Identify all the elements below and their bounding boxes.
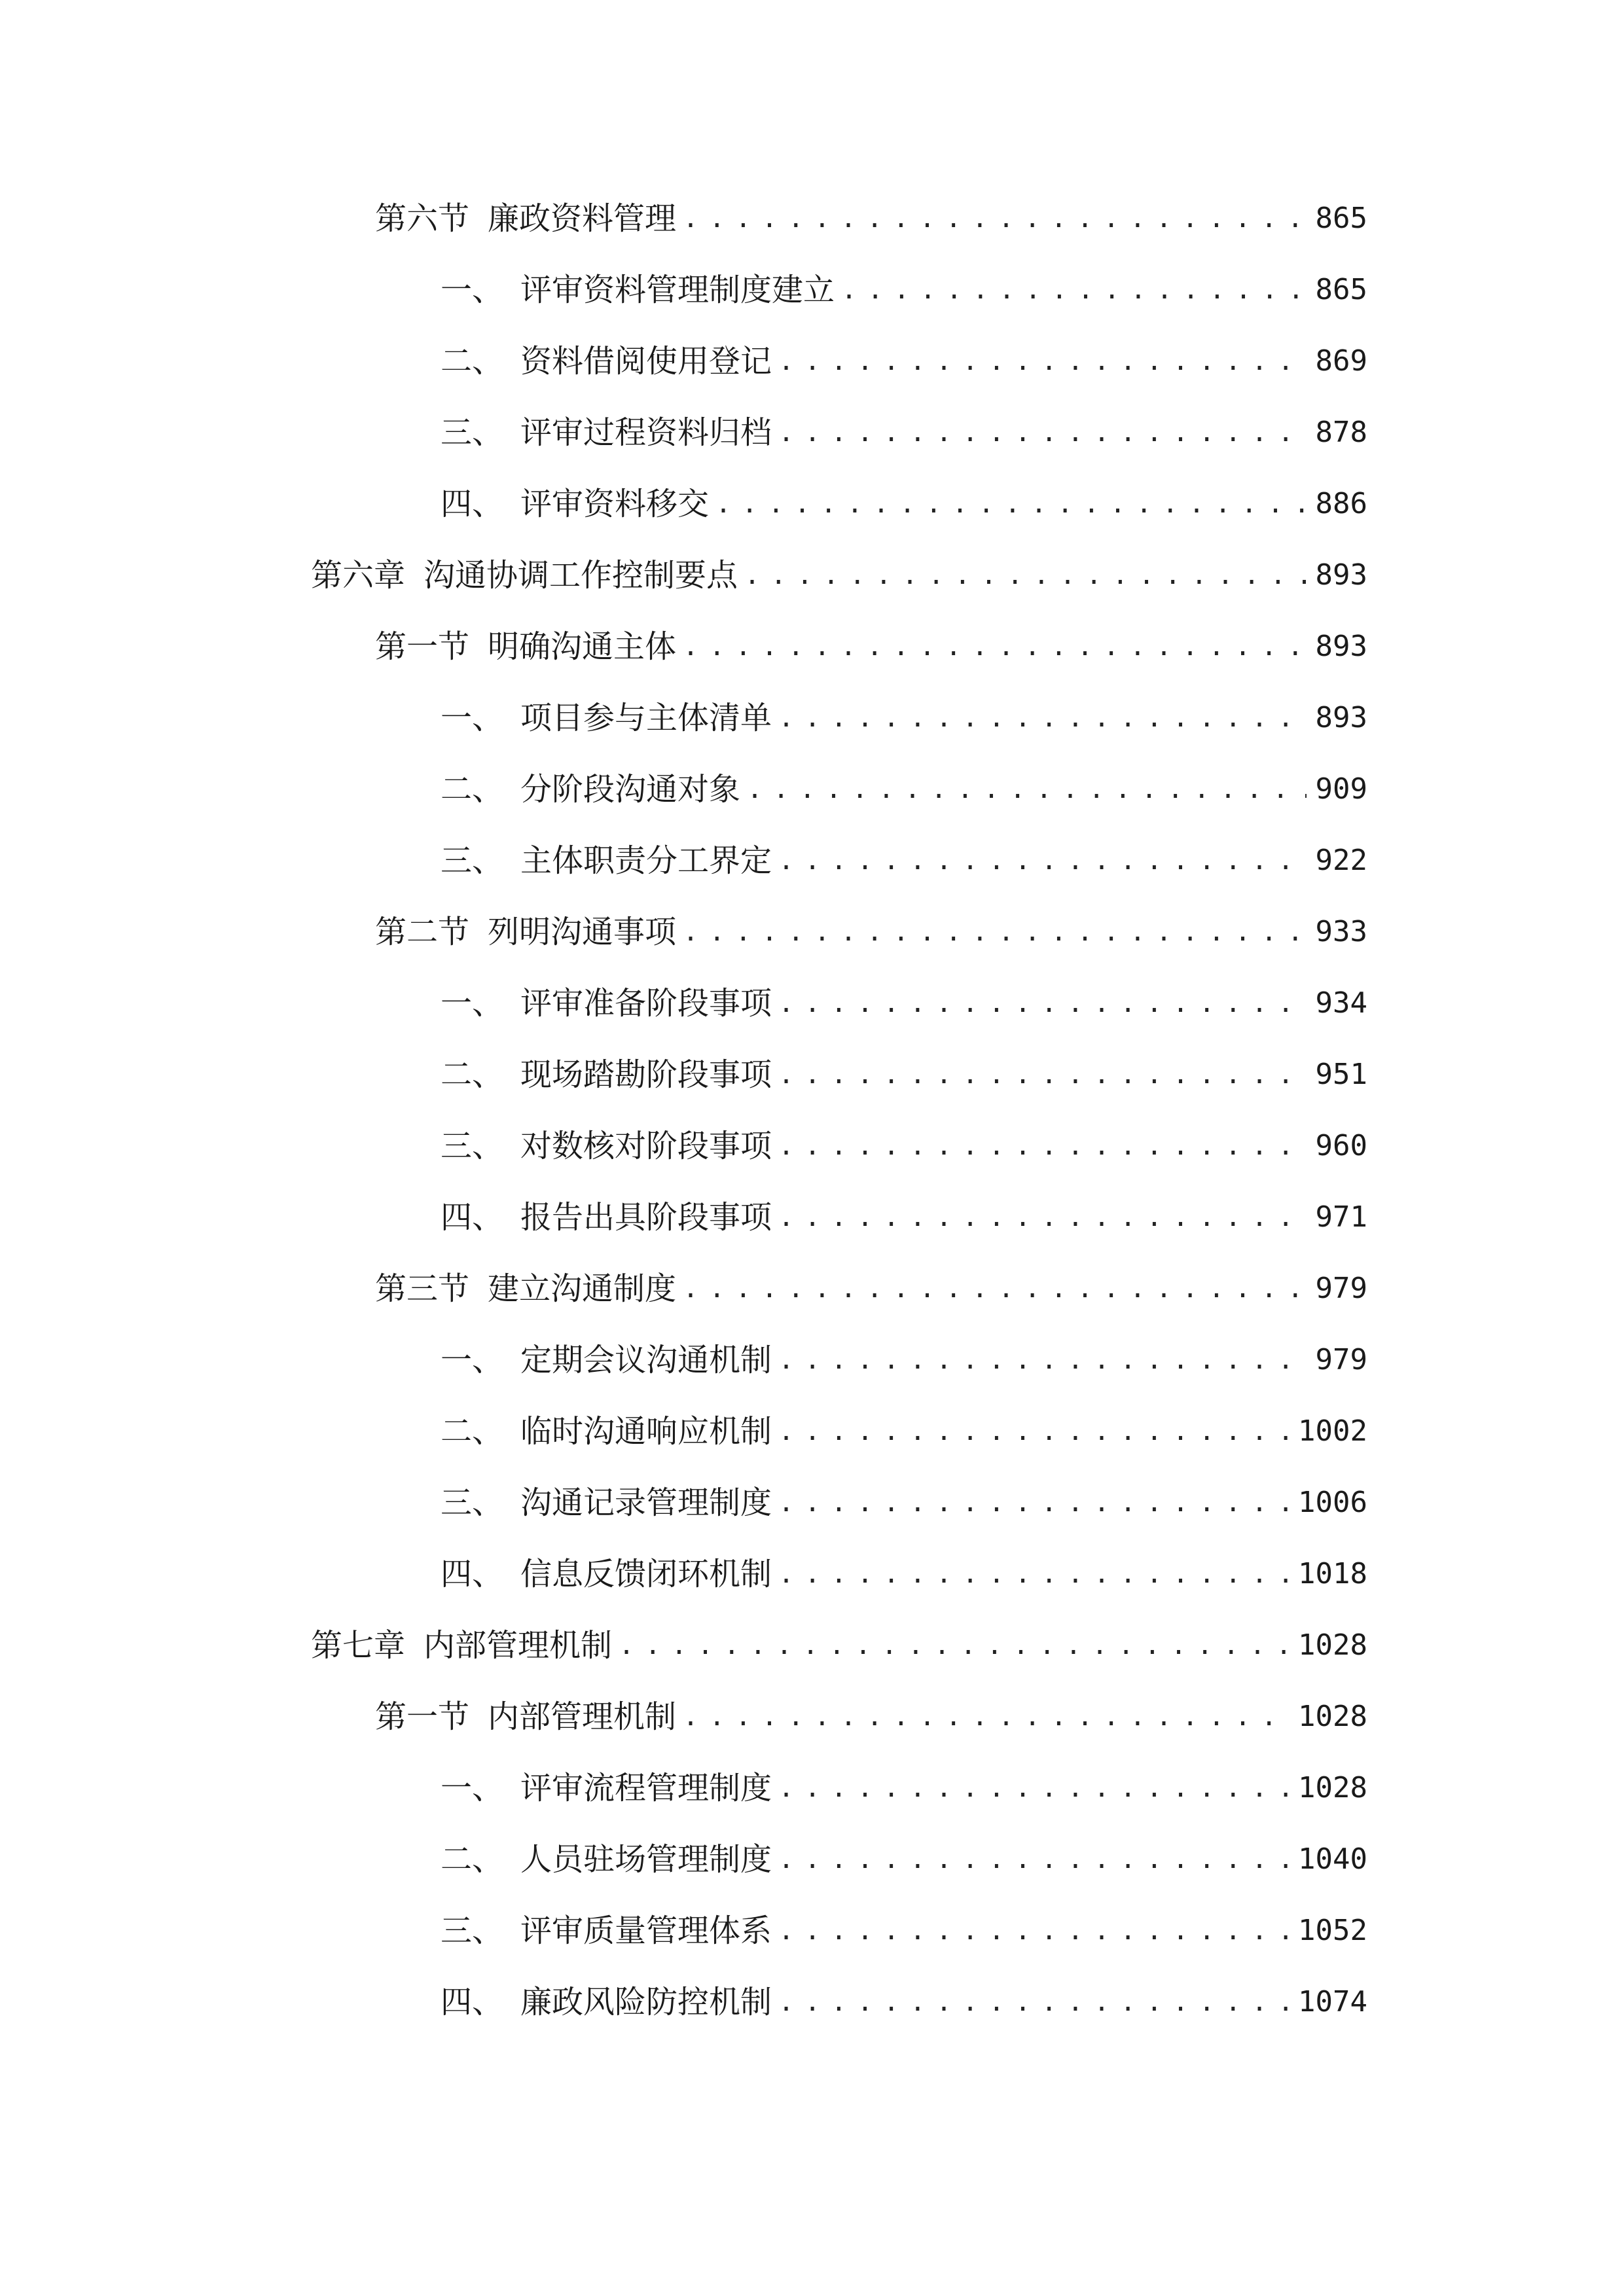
page-number: 1002 [1298,1414,1367,1448]
entry-title: 评审流程管理制度 [520,1770,772,1806]
dot-leader [778,834,1307,887]
entry-title: 内部管理机制 [424,1627,613,1664]
page-number: 951 [1315,1058,1367,1091]
dot-leader [778,406,1307,459]
dot-leader [778,692,1307,744]
entry-title: 现场踏勘阶段事项 [520,1056,772,1093]
dot-leader [778,1905,1289,1957]
toc-entry-item[interactable] [441,1120,1367,1172]
page-number: 886 [1315,487,1367,520]
entry-title: 廉政风险防控机制 [520,1984,772,2020]
dot-leader [683,906,1306,958]
toc-entry-item[interactable] [441,1477,1367,1529]
toc-entry-section[interactable] [375,1263,1367,1315]
entry-number: 二、 [441,771,504,808]
dot-leader [619,1619,1289,1672]
entry-number: 第六章 [311,557,406,594]
entry-title: 内部管理机制 [488,1698,677,1735]
entry-title: 评审资料管理制度建立 [520,272,835,308]
page-number: 865 [1315,273,1367,306]
dot-leader [778,1191,1307,1244]
toc-entry-item[interactable] [441,264,1367,316]
toc-entry-section[interactable] [375,906,1367,958]
entry-title: 主体职责分工界定 [520,842,772,879]
toc-entry-item[interactable] [441,692,1367,744]
page-number: 979 [1315,1343,1367,1376]
dot-leader [683,192,1306,245]
dot-leader [778,1833,1289,1886]
entry-number: 四、 [441,1556,504,1592]
page-number: 1052 [1298,1914,1367,1947]
entry-number: 四、 [441,486,504,522]
toc-entry-item[interactable] [441,834,1367,887]
dot-leader [778,1049,1307,1101]
entry-title: 定期会议沟通机制 [520,1342,772,1378]
dot-leader [778,1762,1289,1814]
entry-title: 沟通记录管理制度 [520,1484,772,1521]
entry-number: 四、 [441,1984,504,2020]
entry-number: 第六节 [375,200,470,237]
dot-leader [778,1334,1307,1386]
page-number: 1028 [1298,1628,1367,1662]
toc-entry-item[interactable] [441,1976,1367,2028]
entry-number: 第二节 [375,914,470,950]
page-number: 933 [1315,915,1367,948]
toc-entry-item[interactable] [441,1762,1367,1814]
toc-entry-item[interactable] [441,1905,1367,1957]
entry-title: 临时沟通响应机制 [520,1413,772,1450]
entry-number: 一、 [441,272,504,308]
dot-leader [841,264,1307,316]
entry-number: 第一节 [375,628,470,665]
page-number: 878 [1315,416,1367,449]
entry-title: 沟通协调工作控制要点 [424,557,738,594]
page-number: 971 [1315,1200,1367,1234]
entry-title: 建立沟通制度 [488,1270,677,1307]
entry-number: 四、 [441,1199,504,1236]
entry-title: 信息反馈闭环机制 [520,1556,772,1592]
page-number: 922 [1315,844,1367,877]
dot-leader [744,549,1306,601]
toc-entry-item[interactable] [441,1049,1367,1101]
entry-title: 评审资料移交 [520,486,710,522]
entry-number: 第一节 [375,1698,470,1735]
toc-entry-item[interactable] [441,1334,1367,1386]
page-number: 909 [1315,772,1367,806]
dot-leader [778,1477,1289,1529]
entry-title: 报告出具阶段事项 [520,1199,772,1236]
page-number: 893 [1315,558,1367,592]
entry-number: 二、 [441,1413,504,1450]
dot-leader [778,1120,1307,1172]
entry-number: 第三节 [375,1270,470,1307]
toc-entry-item[interactable] [441,763,1367,816]
toc-entry-section[interactable] [375,192,1367,245]
page-number: 1028 [1298,1700,1367,1733]
page-number: 893 [1315,630,1367,663]
entry-number: 三、 [441,1128,504,1164]
toc-entry-item[interactable] [441,977,1367,1030]
entry-number: 第七章 [311,1627,406,1664]
toc-entry-item[interactable] [441,1833,1367,1886]
entry-number: 一、 [441,700,504,736]
dot-leader [715,478,1307,530]
entry-number: 一、 [441,985,504,1022]
toc-entry-item[interactable] [441,478,1367,530]
toc-entry-item[interactable] [441,406,1367,459]
page-number: 1018 [1298,1557,1367,1590]
entry-title: 评审过程资料归档 [520,414,772,451]
toc-entry-section[interactable] [375,620,1367,673]
entry-number: 三、 [441,1484,504,1521]
page-number: 1074 [1298,1985,1367,2018]
dot-leader [747,763,1307,816]
entry-title: 分阶段沟通对象 [520,771,741,808]
page-number: 960 [1315,1129,1367,1162]
page-number: 934 [1315,986,1367,1020]
page-number: 1006 [1298,1486,1367,1519]
entry-number: 三、 [441,842,504,879]
entry-number: 三、 [441,414,504,451]
entry-title: 列明沟通事项 [488,914,677,950]
dot-leader [778,977,1307,1030]
dot-leader [778,1976,1289,2028]
toc-entry-chapter[interactable] [311,549,1367,601]
toc-entry-section[interactable] [375,1691,1367,1743]
toc-entry-item[interactable] [441,1191,1367,1244]
toc-entry-chapter[interactable] [311,1619,1367,1672]
dot-leader [778,1405,1289,1458]
entry-title: 资料借阅使用登记 [520,343,772,380]
entry-title: 评审准备阶段事项 [520,985,772,1022]
entry-title: 廉政资料管理 [488,200,677,237]
entry-number: 三、 [441,1912,504,1949]
entry-title: 对数核对阶段事项 [520,1128,772,1164]
page-number: 869 [1315,344,1367,378]
entry-title: 项目参与主体清单 [520,700,772,736]
entry-number: 二、 [441,1056,504,1093]
page-number: 893 [1315,701,1367,734]
toc-entry-item[interactable] [441,1548,1367,1600]
entry-number: 一、 [441,1342,504,1378]
entry-title: 明确沟通主体 [488,628,677,665]
toc-entry-item[interactable] [441,335,1367,387]
dot-leader [778,335,1307,387]
page-number: 1040 [1298,1842,1367,1876]
dot-leader [778,1548,1289,1600]
dot-leader [683,1263,1306,1315]
entry-number: 二、 [441,343,504,380]
page-number: 865 [1315,202,1367,235]
entry-title: 评审质量管理体系 [520,1912,772,1949]
dot-leader [683,1691,1289,1743]
toc-entry-item[interactable] [441,1405,1367,1458]
page-number: 979 [1315,1272,1367,1305]
dot-leader [683,620,1306,673]
entry-number: 一、 [441,1770,504,1806]
page-number: 1028 [1298,1771,1367,1804]
entry-number: 二、 [441,1841,504,1878]
entry-title: 人员驻场管理制度 [520,1841,772,1878]
